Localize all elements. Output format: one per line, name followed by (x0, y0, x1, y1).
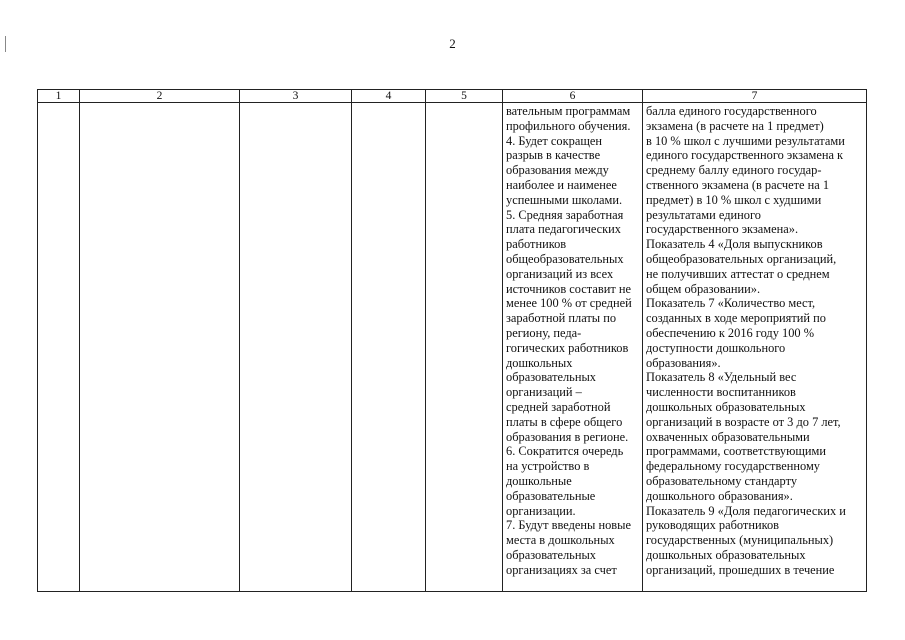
col7-line: общеобразовательных организаций, (646, 251, 837, 266)
body-cell-6 (503, 103, 643, 592)
col6-line: разрыв в качестве (506, 148, 601, 163)
col6-line: образовательных (506, 370, 596, 385)
header-cell-5: 5 (426, 90, 503, 103)
col7-line: Показатель 7 «Количество мест, (646, 296, 816, 311)
col7-line: руководящих работников (646, 518, 780, 533)
col7-line: экзамена (в расчете на 1 предмет) (646, 118, 824, 133)
col7-line: результатами единого (646, 207, 761, 222)
header-cell-1: 1 (38, 90, 80, 103)
body-cell-3 (240, 103, 352, 592)
col6-line: работников (506, 237, 567, 252)
col6-line: 7. Будут введены новые (506, 518, 631, 533)
header-cell-6: 6 (503, 90, 643, 103)
col6-line: гогических работников (506, 340, 629, 355)
col7-line: дошкольных образовательных (646, 547, 806, 562)
table-header-row (38, 90, 867, 103)
col6-line: места в дошкольных (506, 533, 615, 548)
col6-line: образовательные (506, 488, 596, 503)
col7-line: предмет) в 10 % школ с худшими (646, 192, 822, 207)
col6-line: средней заработной (506, 399, 611, 414)
col6-line: организациях за счет (506, 562, 617, 577)
col6-line: организации. (506, 503, 576, 518)
document-table (37, 89, 867, 592)
col7-line: общем образовании». (646, 281, 761, 296)
indicators-text (643, 103, 866, 578)
col6-line: дошкольных (506, 355, 573, 370)
col7-line: созданных в ходе мероприятий по (646, 311, 826, 326)
col7-line: Показатель 9 «Доля педагогических и (646, 503, 846, 518)
col6-line: профильного обучения. (506, 118, 631, 133)
col7-line: образования». (646, 355, 721, 370)
col7-line: образовательному стандарту (646, 473, 798, 488)
col6-line: вательным программам (506, 104, 631, 118)
body-cell-5 (426, 103, 503, 592)
col6-line: образовательных (506, 547, 596, 562)
col7-line: численности воспитанников (646, 385, 796, 400)
col7-line: среднему баллу единого государ- (646, 163, 822, 178)
body-cell-7 (643, 103, 867, 592)
header-cell-2: 2 (80, 90, 240, 103)
col7-line: организаций в возрасте от 3 до 7 лет, (646, 414, 841, 429)
header-cell-4: 4 (352, 90, 426, 103)
col6-line: образования в регионе. (506, 429, 629, 444)
col7-line: единого государственного экзамена к (646, 148, 844, 163)
body-cell-4 (352, 103, 426, 592)
col7-line: не получивших аттестат о среднем (646, 266, 830, 281)
body-cell-2 (80, 103, 240, 592)
col6-line: заработной платы по (506, 311, 617, 326)
col6-line: наиболее и наименее (506, 177, 617, 192)
col6-line: источников составит не (506, 281, 631, 296)
col6-line: платы в сфере общего (506, 414, 623, 429)
page-number: 2 (449, 36, 456, 51)
header-cell-7: 7 (643, 90, 867, 103)
col7-line: в 10 % школ с лучшими результатами (646, 133, 845, 148)
col6-line: организаций из всех (506, 266, 614, 281)
col6-line: образования между (506, 163, 609, 178)
col6-line: 4. Будет сокращен (506, 133, 603, 148)
col6-line: дошкольные (506, 473, 572, 488)
col7-line: программами, соответствующими (646, 444, 826, 459)
col7-line: Показатель 8 «Удельный вес (646, 370, 797, 385)
body-cell-1 (38, 103, 80, 592)
col7-line: дошкольных образовательных (646, 399, 806, 414)
col7-line: Показатель 4 «Доля выпускников (646, 237, 823, 252)
col7-line: государственных (муниципальных) (646, 533, 834, 548)
col7-line: федеральному государственному (646, 459, 821, 474)
col6-line: 6. Сократится очередь (506, 444, 624, 459)
col6-line: на устройство в (506, 459, 590, 474)
col6-line: менее 100 % от средней (506, 296, 632, 311)
col6-line: успешными школами. (506, 192, 623, 207)
col7-line: организаций, прошедших в течение (646, 562, 835, 577)
col6-line: плата педагогических (506, 222, 621, 237)
col7-line: обеспечению к 2016 году 100 % (646, 325, 815, 340)
col6-line: общеобразовательных (506, 251, 624, 266)
col6-line: региону, педа- (506, 325, 582, 340)
expected-results-text (503, 103, 642, 578)
col7-line: балла единого государственного (646, 104, 817, 118)
col7-line: охваченных образовательными (646, 429, 810, 444)
col6-line: организаций – (506, 385, 582, 400)
col7-line: ственного экзамена (в расчете на 1 (646, 177, 830, 192)
header-cell-3: 3 (240, 90, 352, 103)
table-body-row (38, 103, 867, 592)
col6-line: 5. Средняя заработная (506, 207, 624, 222)
col7-line: государственного экзамена». (646, 222, 799, 237)
col7-line: доступности дошкольного (646, 340, 786, 355)
col7-line: дошкольного образования». (646, 488, 793, 503)
